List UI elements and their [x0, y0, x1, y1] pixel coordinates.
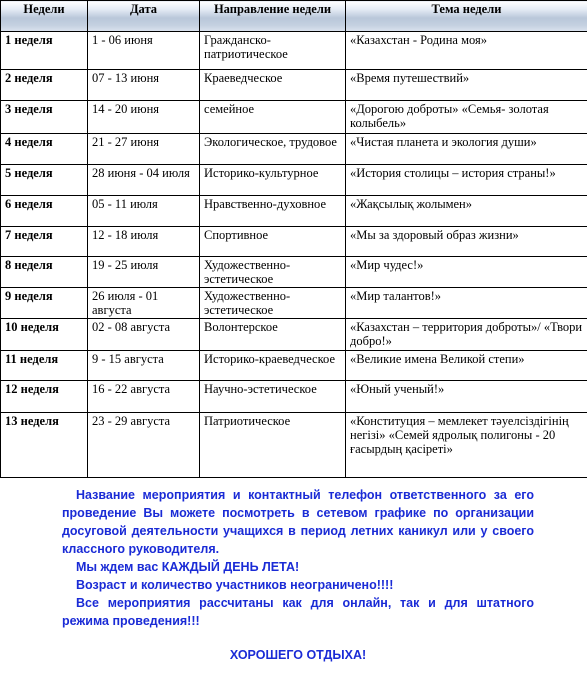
week-cell: 4 неделя: [1, 134, 88, 165]
direction-cell: Художественно-эстетическое: [200, 288, 346, 319]
table-row: [1, 70, 587, 101]
direction-cell: Историко-культурное: [200, 165, 346, 196]
week-cell: 12 неделя: [1, 381, 88, 413]
theme-cell: «История столицы – история страны!»: [346, 165, 587, 196]
week-cell: 2 неделя: [1, 70, 88, 101]
direction-cell: Патриотическое: [200, 413, 346, 478]
theme-cell: «Юный ученый!»: [346, 381, 587, 413]
theme-cell: «Мы за здоровый образ жизни»: [346, 227, 587, 257]
date-cell: 14 - 20 июня: [88, 101, 200, 134]
week-cell: 3 неделя: [1, 101, 88, 134]
week-cell: 9 неделя: [1, 288, 88, 319]
info-paragraph-participants: Возраст и количество участников неограничено!!!!: [76, 578, 394, 592]
theme-cell: «Время путешествий»: [346, 70, 587, 101]
table-row: [1, 351, 587, 381]
info-paragraph-invite: Мы ждем вас КАЖДЫЙ ДЕНЬ ЛЕТА!: [76, 560, 300, 574]
week-cell: 7 неделя: [1, 227, 88, 257]
table-row: [1, 381, 587, 413]
header-row: [1, 1, 587, 32]
direction-cell: Нравственно-духовное: [200, 196, 346, 227]
table-row: [1, 101, 587, 134]
direction-cell: Спортивное: [200, 227, 346, 257]
direction-cell: Историко-краеведческое: [200, 351, 346, 381]
direction-cell: Научно-эстетическое: [200, 381, 346, 413]
info-paragraph-format: Все мероприятия рассчитаны как для онлайн, так и для штатного режима проведения!!!: [62, 596, 534, 628]
week-cell: 6 неделя: [1, 196, 88, 227]
theme-cell: «Казахстан - Родина моя»: [346, 32, 587, 70]
direction-cell: Гражданско-патриотическое: [200, 32, 346, 70]
table-row: [1, 413, 587, 478]
direction-cell: семейное: [200, 101, 346, 134]
direction-cell: Краеведческое: [200, 70, 346, 101]
table-row: [1, 32, 587, 70]
header-theme: Тема недели: [346, 1, 587, 32]
table-row: [1, 257, 587, 288]
week-cell: 5 неделя: [1, 165, 88, 196]
theme-cell: «Казахстан – территория доброты»/ «Твори добро!»: [346, 319, 587, 351]
date-cell: 1 - 06 июня: [88, 32, 200, 70]
date-cell: 12 - 18 июля: [88, 227, 200, 257]
theme-cell: «Чистая планета и экология души»: [346, 134, 587, 165]
week-cell: 8 неделя: [1, 257, 88, 288]
direction-cell: Художественно-эстетическое: [200, 257, 346, 288]
date-cell: 07 - 13 июня: [88, 70, 200, 101]
direction-cell: Волонтерское: [200, 319, 346, 351]
date-cell: 19 - 25 июля: [88, 257, 200, 288]
table-row: [1, 319, 587, 351]
theme-cell: «Великие имена Великой степи»: [346, 351, 587, 381]
theme-cell: «Мир чудес!»: [346, 257, 587, 288]
table-row: [1, 165, 587, 196]
date-cell: 26 июля - 01 августа: [88, 288, 200, 319]
theme-cell: «Дорогою доброты» «Семья- золотая колыбель»: [346, 101, 587, 134]
theme-cell: «Мир талантов!»: [346, 288, 587, 319]
table-row: [1, 227, 587, 257]
date-cell: 23 - 29 августа: [88, 413, 200, 478]
date-cell: 28 июня - 04 июля: [88, 165, 200, 196]
date-cell: 16 - 22 августа: [88, 381, 200, 413]
header-weeks: Недели: [1, 1, 88, 32]
week-cell: 1 неделя: [1, 32, 88, 70]
table-row: [1, 196, 587, 227]
info-paragraph-contacts: Название мероприятия и контактный телефон ответственного за его проведение Вы можете посмотреть в сетевом графике по организации досуговой деятельности учащихся в период летних каникул или у своего классного руководителя.: [62, 488, 534, 556]
table-row: [1, 288, 587, 319]
week-cell: 10 неделя: [1, 319, 88, 351]
closing-message: ХОРОШЕГО ОТДЫХА!: [229, 648, 367, 662]
week-cell: 11 неделя: [1, 351, 88, 381]
header-date: Дата: [88, 1, 200, 32]
week-cell: 13 неделя: [1, 413, 88, 478]
date-cell: 9 - 15 августа: [88, 351, 200, 381]
date-cell: 05 - 11 июля: [88, 196, 200, 227]
direction-cell: Экологическое, трудовое: [200, 134, 346, 165]
table-row: [1, 134, 587, 165]
theme-cell: «Жақсылық жолымен»: [346, 196, 587, 227]
theme-cell: «Конституция – мемлекет тәуелсіздігінің негізі» «Семей ядролық полигоны - 20 ғасырдың қасіреті»: [346, 413, 587, 478]
info-text: [62, 486, 534, 664]
date-cell: 21 - 27 июня: [88, 134, 200, 165]
date-cell: 02 - 08 августа: [88, 319, 200, 351]
header-direction: Направление недели: [200, 1, 346, 32]
